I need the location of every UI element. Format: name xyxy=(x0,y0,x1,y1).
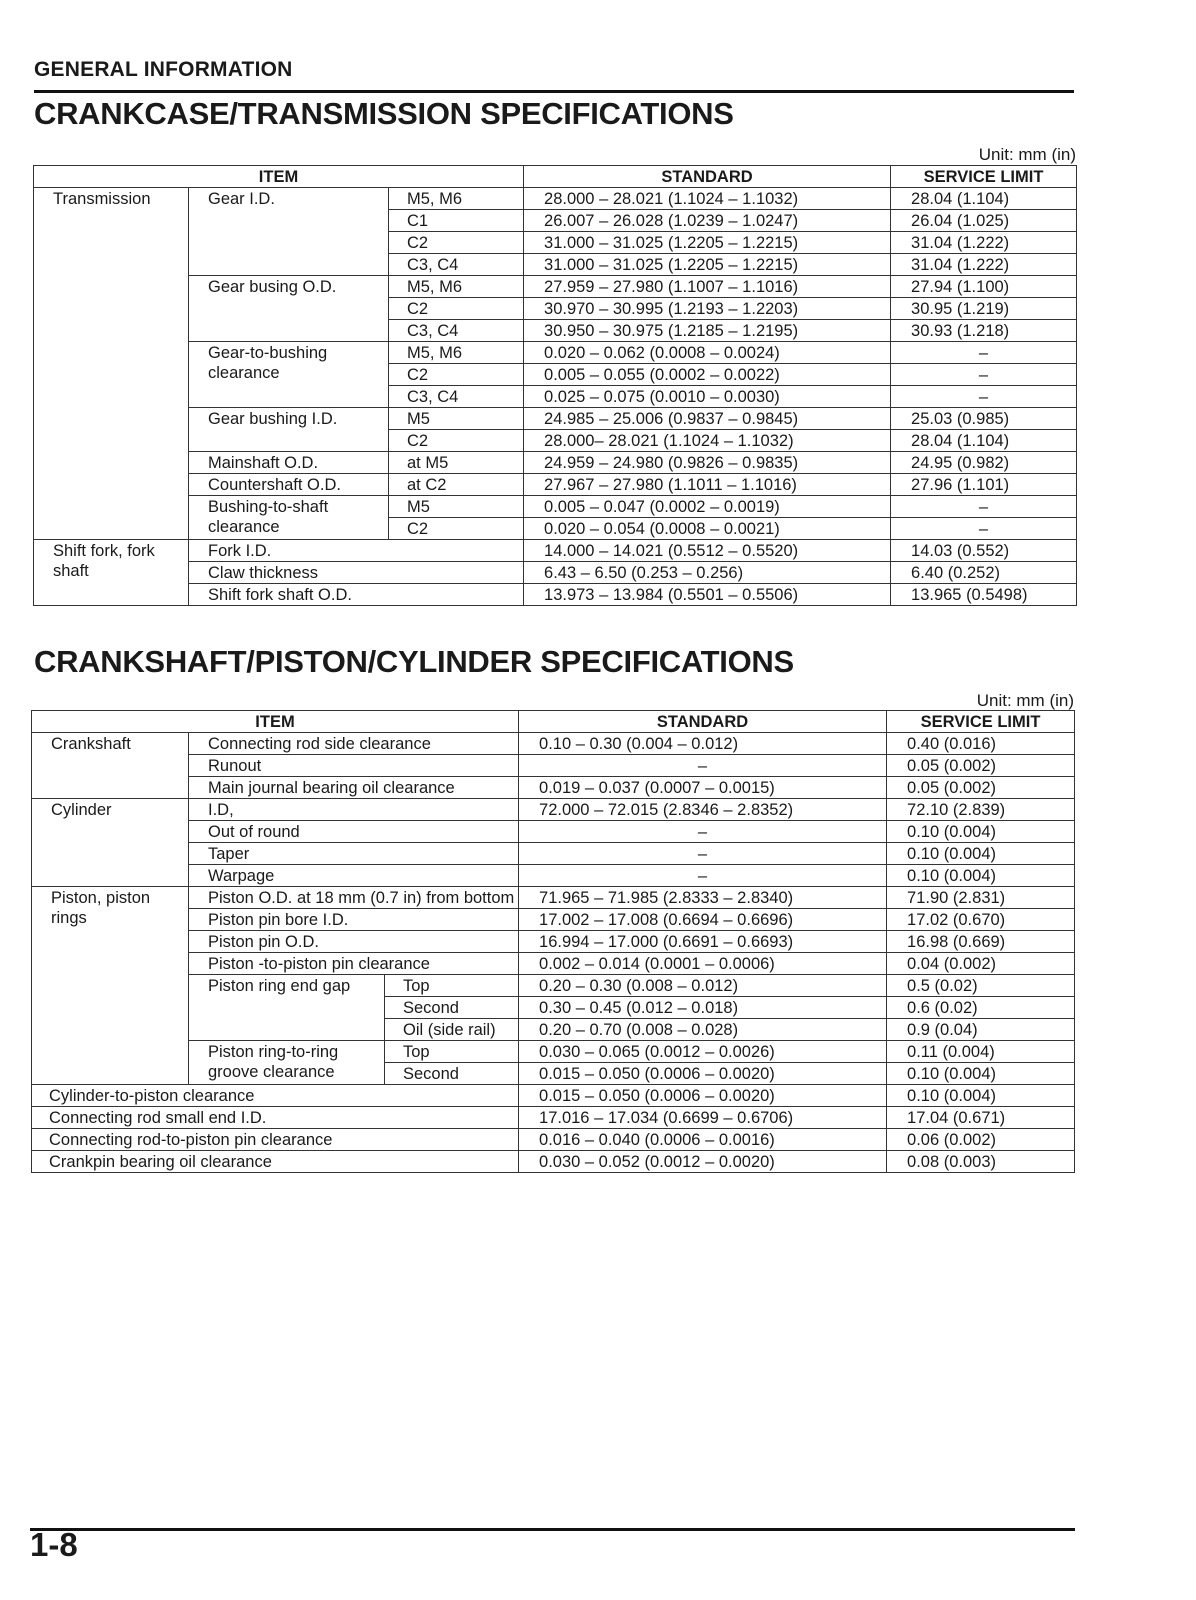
service-limit-value: 14.03 (0.552) xyxy=(891,540,1077,562)
table-row xyxy=(34,540,1077,562)
sub-item: C3, C4 xyxy=(389,254,524,276)
item-shift-fork-shaft-od: Shift fork shaft O.D. xyxy=(189,584,524,606)
standard-value: 0.20 – 0.30 (0.008 – 0.012) xyxy=(519,975,887,997)
sub-item-oil: Oil (side rail) xyxy=(385,1019,519,1041)
item-mainshaft-od: Mainshaft O.D. xyxy=(189,452,389,474)
service-limit-value: 28.04 (1.104) xyxy=(891,430,1077,452)
service-limit-value: 0.6 (0.02) xyxy=(887,997,1075,1019)
service-limit-value: 27.94 (1.100) xyxy=(891,276,1077,298)
sub-item: M5 xyxy=(389,408,524,430)
standard-value: 72.000 – 72.015 (2.8346 – 2.8352) xyxy=(519,799,887,821)
item-small-end-id: Connecting rod small end I.D. xyxy=(32,1107,519,1129)
table-row xyxy=(32,975,1075,997)
crankcase-title: CRANKCASE/TRANSMISSION SPECIFICATIONS xyxy=(34,96,734,131)
standard-value: 30.950 – 30.975 (1.2185 – 1.2195) xyxy=(524,320,891,342)
item-ring-groove-clearance: Piston ring-to-ring groove clearance xyxy=(189,1041,385,1085)
table-row xyxy=(32,1151,1075,1173)
standard-value: 27.967 – 27.980 (1.1011 – 1.1016) xyxy=(524,474,891,496)
service-limit-value: 0.10 (0.004) xyxy=(887,843,1075,865)
service-limit-value: 0.05 (0.002) xyxy=(887,755,1075,777)
item-countershaft-od: Countershaft O.D. xyxy=(189,474,389,496)
group-shift-fork: Shift fork, fork shaft xyxy=(34,540,189,606)
service-limit-value: 13.965 (0.5498) xyxy=(891,584,1077,606)
standard-value: 0.005 – 0.047 (0.0002 – 0.0019) xyxy=(524,496,891,518)
sub-item: M5 xyxy=(389,496,524,518)
service-limit-value: 6.40 (0.252) xyxy=(891,562,1077,584)
group-cylinder: Cylinder xyxy=(32,799,189,887)
standard-value: 0.025 – 0.075 (0.0010 – 0.0030) xyxy=(524,386,891,408)
table-row xyxy=(32,931,1075,953)
table-row xyxy=(32,953,1075,975)
standard-value: 24.959 – 24.980 (0.9826 – 0.9835) xyxy=(524,452,891,474)
group-piston-rings: Piston, piston rings xyxy=(32,887,189,1085)
sub-item-top: Top xyxy=(385,975,519,997)
table-header-row xyxy=(34,166,1077,188)
column-header-item: ITEM xyxy=(34,166,524,188)
standard-value: 13.973 – 13.984 (0.5501 – 0.5506) xyxy=(524,584,891,606)
sub-item: C1 xyxy=(389,210,524,232)
item-bushing-to-shaft-clearance: Bushing-to-shaft clearance xyxy=(189,496,389,540)
standard-value: – xyxy=(519,821,887,843)
table-row xyxy=(32,909,1075,931)
service-limit-value: 31.04 (1.222) xyxy=(891,254,1077,276)
item-gear-bushing-od: Gear busing O.D. xyxy=(189,276,389,342)
table-row xyxy=(32,821,1075,843)
sub-item: at M5 xyxy=(389,452,524,474)
service-limit-value: 0.06 (0.002) xyxy=(887,1129,1075,1151)
service-limit-value: 0.05 (0.002) xyxy=(887,777,1075,799)
crankcase-spec-table xyxy=(33,165,1077,606)
item-pin-bore-id: Piston pin bore I.D. xyxy=(189,909,519,931)
item-main-journal-clearance: Main journal bearing oil clearance xyxy=(189,777,519,799)
service-limit-value: 72.10 (2.839) xyxy=(887,799,1075,821)
column-header-service-limit: SERVICE LIMIT xyxy=(887,711,1075,733)
sub-item: C3, C4 xyxy=(389,386,524,408)
item-rod-side-clearance: Connecting rod side clearance xyxy=(189,733,519,755)
table-row xyxy=(32,1107,1075,1129)
item-ring-end-gap: Piston ring end gap xyxy=(189,975,385,1041)
crankshaft-title: CRANKSHAFT/PISTON/CYLINDER SPECIFICATIONS xyxy=(34,644,794,679)
sub-item: C2 xyxy=(389,518,524,540)
standard-value: 14.000 – 14.021 (0.5512 – 0.5520) xyxy=(524,540,891,562)
standard-value: 0.020 – 0.054 (0.0008 – 0.0021) xyxy=(524,518,891,540)
standard-value: 26.007 – 26.028 (1.0239 – 1.0247) xyxy=(524,210,891,232)
service-limit-value: 31.04 (1.222) xyxy=(891,232,1077,254)
standard-value: 0.030 – 0.065 (0.0012 – 0.0026) xyxy=(519,1041,887,1063)
item-taper: Taper xyxy=(189,843,519,865)
standard-value: 0.015 – 0.050 (0.0006 – 0.0020) xyxy=(519,1085,887,1107)
service-limit-value: 24.95 (0.982) xyxy=(891,452,1077,474)
column-header-standard: STANDARD xyxy=(519,711,887,733)
page-number: 1-8 xyxy=(30,1526,78,1563)
column-header-service-limit: SERVICE LIMIT xyxy=(891,166,1077,188)
sub-item: C2 xyxy=(389,364,524,386)
item-gear-to-bushing-clearance: Gear-to-bushing clearance xyxy=(189,342,389,408)
table-row xyxy=(34,188,1077,210)
table-row xyxy=(32,733,1075,755)
sub-item: C3, C4 xyxy=(389,320,524,342)
service-limit-value: 0.10 (0.004) xyxy=(887,821,1075,843)
standard-value: 0.30 – 0.45 (0.012 – 0.018) xyxy=(519,997,887,1019)
service-limit-value: 17.02 (0.670) xyxy=(887,909,1075,931)
sub-item: C2 xyxy=(389,232,524,254)
item-cylinder-to-piston-clearance: Cylinder-to-piston clearance xyxy=(32,1085,519,1107)
standard-value: 31.000 – 31.025 (1.2205 – 1.2215) xyxy=(524,232,891,254)
service-limit-value: 17.04 (0.671) xyxy=(887,1107,1075,1129)
table-row xyxy=(32,865,1075,887)
sub-item: M5, M6 xyxy=(389,188,524,210)
standard-value: 0.019 – 0.037 (0.0007 – 0.0015) xyxy=(519,777,887,799)
table-row xyxy=(34,496,1077,518)
standard-value: 31.000 – 31.025 (1.2205 – 1.2215) xyxy=(524,254,891,276)
service-limit-value: 28.04 (1.104) xyxy=(891,188,1077,210)
service-limit-value: 0.10 (0.004) xyxy=(887,1085,1075,1107)
footer-rule xyxy=(30,1528,1075,1531)
sub-item-second: Second xyxy=(385,997,519,1019)
sub-item-second: Second xyxy=(385,1063,519,1085)
service-limit-value: – xyxy=(891,518,1077,540)
service-limit-value: 30.93 (1.218) xyxy=(891,320,1077,342)
item-piston-to-pin-clearance: Piston -to-piston pin clearance xyxy=(189,953,519,975)
table-row xyxy=(34,562,1077,584)
standard-value: 30.970 – 30.995 (1.2193 – 1.2203) xyxy=(524,298,891,320)
table-row xyxy=(32,887,1075,909)
service-limit-value: – xyxy=(891,342,1077,364)
service-limit-value: 25.03 (0.985) xyxy=(891,408,1077,430)
table-row xyxy=(34,276,1077,298)
sub-item: C2 xyxy=(389,298,524,320)
standard-value: – xyxy=(519,755,887,777)
table-row xyxy=(34,584,1077,606)
standard-value: 0.015 – 0.050 (0.0006 – 0.0020) xyxy=(519,1063,887,1085)
item-out-of-round: Out of round xyxy=(189,821,519,843)
service-limit-value: 26.04 (1.025) xyxy=(891,210,1077,232)
table-row xyxy=(32,1085,1075,1107)
service-limit-value: 71.90 (2.831) xyxy=(887,887,1075,909)
item-cylinder-id: I.D, xyxy=(189,799,519,821)
standard-value: 0.005 – 0.055 (0.0002 – 0.0022) xyxy=(524,364,891,386)
standard-value: 71.965 – 71.985 (2.8333 – 2.8340) xyxy=(519,887,887,909)
standard-value: 28.000– 28.021 (1.1024 – 1.1032) xyxy=(524,430,891,452)
sub-item-top: Top xyxy=(385,1041,519,1063)
sub-item: at C2 xyxy=(389,474,524,496)
table-row xyxy=(34,474,1077,496)
service-limit-value: 0.11 (0.004) xyxy=(887,1041,1075,1063)
service-limit-value: 16.98 (0.669) xyxy=(887,931,1075,953)
standard-value: 28.000 – 28.021 (1.1024 – 1.1032) xyxy=(524,188,891,210)
service-limit-value: – xyxy=(891,364,1077,386)
table-row xyxy=(32,1041,1075,1063)
table-row xyxy=(34,342,1077,364)
item-piston-od: Piston O.D. at 18 mm (0.7 in) from bottom xyxy=(189,887,519,909)
service-limit-value: 0.9 (0.04) xyxy=(887,1019,1075,1041)
table-row xyxy=(34,408,1077,430)
service-limit-value: 0.10 (0.004) xyxy=(887,1063,1075,1085)
service-limit-value: 0.40 (0.016) xyxy=(887,733,1075,755)
standard-value: – xyxy=(519,843,887,865)
standard-value: 27.959 – 27.980 (1.1007 – 1.1016) xyxy=(524,276,891,298)
service-limit-value: 0.5 (0.02) xyxy=(887,975,1075,997)
standard-value: 0.10 – 0.30 (0.004 – 0.012) xyxy=(519,733,887,755)
standard-value: 0.020 – 0.062 (0.0008 – 0.0024) xyxy=(524,342,891,364)
service-limit-value: 0.04 (0.002) xyxy=(887,953,1075,975)
item-fork-id: Fork I.D. xyxy=(189,540,524,562)
item-claw-thickness: Claw thickness xyxy=(189,562,524,584)
table-row xyxy=(32,843,1075,865)
crankshaft-spec-table xyxy=(31,710,1075,1173)
sub-item: C2 xyxy=(389,430,524,452)
item-pin-od: Piston pin O.D. xyxy=(189,931,519,953)
service-limit-value: – xyxy=(891,496,1077,518)
sub-item: M5, M6 xyxy=(389,276,524,298)
section-header: GENERAL INFORMATION xyxy=(34,58,293,81)
standard-value: 17.016 – 17.034 (0.6699 – 0.6706) xyxy=(519,1107,887,1129)
item-gear-id: Gear I.D. xyxy=(189,188,389,276)
item-crankpin-clearance: Crankpin bearing oil clearance xyxy=(32,1151,519,1173)
standard-value: 17.002 – 17.008 (0.6694 – 0.6696) xyxy=(519,909,887,931)
table-row xyxy=(34,452,1077,474)
table-row xyxy=(32,777,1075,799)
crankcase-unit: Unit: mm (in) xyxy=(978,145,1076,164)
item-gear-bushing-id: Gear bushing I.D. xyxy=(189,408,389,452)
service-limit-value: 0.10 (0.004) xyxy=(887,865,1075,887)
table-row xyxy=(32,1129,1075,1151)
standard-value: 0.016 – 0.040 (0.0006 – 0.0016) xyxy=(519,1129,887,1151)
header-rule xyxy=(34,90,1074,93)
service-limit-value: – xyxy=(891,386,1077,408)
service-limit-value: 30.95 (1.219) xyxy=(891,298,1077,320)
group-crankshaft: Crankshaft xyxy=(32,733,189,799)
standard-value: 6.43 – 6.50 (0.253 – 0.256) xyxy=(524,562,891,584)
column-header-item: ITEM xyxy=(32,711,519,733)
table-header-row xyxy=(32,711,1075,733)
standard-value: – xyxy=(519,865,887,887)
standard-value: 0.030 – 0.052 (0.0012 – 0.0020) xyxy=(519,1151,887,1173)
standard-value: 0.002 – 0.014 (0.0001 – 0.0006) xyxy=(519,953,887,975)
group-transmission: Transmission xyxy=(34,188,189,540)
item-warpage: Warpage xyxy=(189,865,519,887)
column-header-standard: STANDARD xyxy=(524,166,891,188)
table-row xyxy=(32,799,1075,821)
sub-item: M5, M6 xyxy=(389,342,524,364)
standard-value: 24.985 – 25.006 (0.9837 – 0.9845) xyxy=(524,408,891,430)
item-rod-to-pin-clearance: Connecting rod-to-piston pin clearance xyxy=(32,1129,519,1151)
table-row xyxy=(32,755,1075,777)
standard-value: 16.994 – 17.000 (0.6691 – 0.6693) xyxy=(519,931,887,953)
standard-value: 0.20 – 0.70 (0.008 – 0.028) xyxy=(519,1019,887,1041)
service-limit-value: 0.08 (0.003) xyxy=(887,1151,1075,1173)
item-runout: Runout xyxy=(189,755,519,777)
service-limit-value: 27.96 (1.101) xyxy=(891,474,1077,496)
crankshaft-unit: Unit: mm (in) xyxy=(976,691,1074,710)
